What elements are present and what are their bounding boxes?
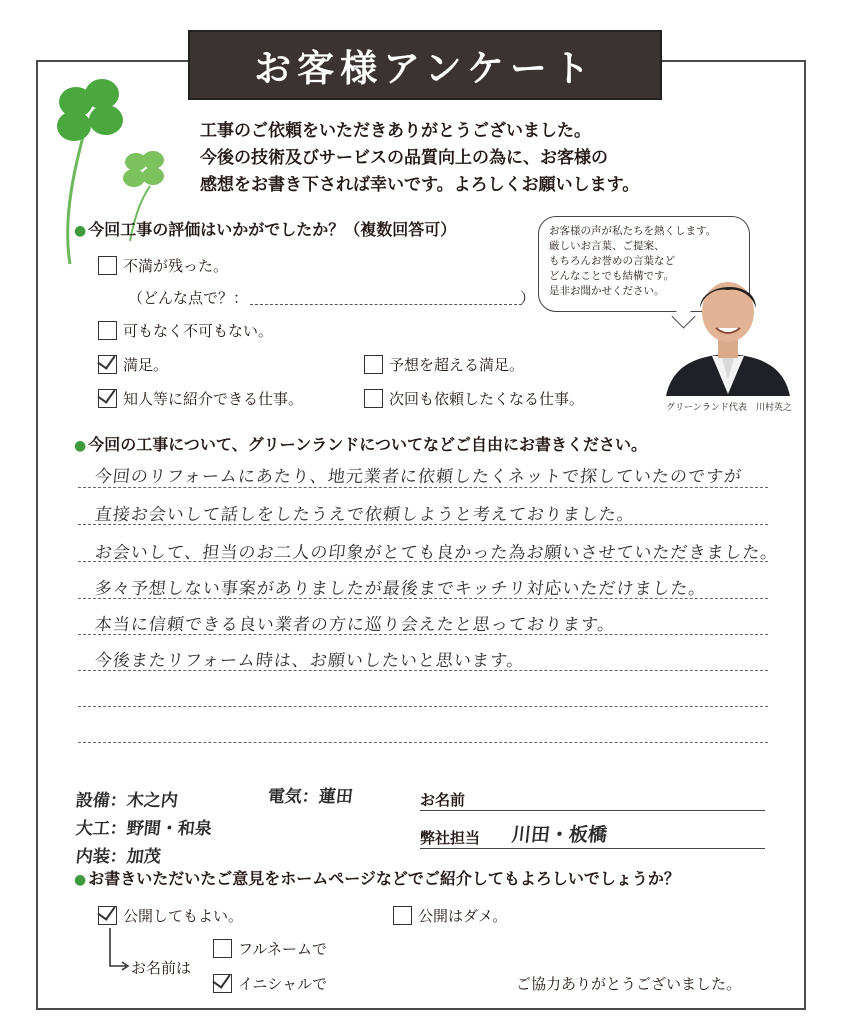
intro-line: 今後の技術及びサービスの品質向上の為に、お客様の [200, 148, 608, 168]
checkbox-public-ng[interactable] [393, 906, 412, 925]
checkbox-public-ok[interactable] [98, 906, 117, 925]
president-portrait [662, 268, 794, 396]
checkbox-fullname[interactable] [213, 939, 232, 958]
bubble-line: お客様の声が私たちを熱くします。 [549, 225, 717, 237]
checkbox-request-again[interactable] [364, 389, 383, 408]
option-request-again[interactable]: 次回も依頼したくなる仕事。 [364, 388, 584, 409]
bullet-icon: ● [74, 223, 87, 239]
name-underline[interactable] [420, 810, 765, 811]
tanto-underline [420, 848, 765, 849]
detail-field[interactable]: （どんな点で？： ） [128, 289, 536, 307]
checkbox-dissatisfied[interactable] [98, 256, 117, 275]
page-title: お客様アンケート [254, 47, 596, 90]
checkbox-beyond-expectation[interactable] [364, 355, 383, 374]
handwritten-comment-line: 本当に信頼できる良い業者の方に巡り会えたと思っております。 [93, 615, 617, 635]
portrait-caption: グリーンランド代表 川村英之 [666, 403, 792, 413]
option-public-ok[interactable]: 公開してもよい。 [98, 905, 243, 926]
option-fullname[interactable]: フルネームで [213, 938, 327, 959]
staff-daiku: 大工：野間・和泉 [74, 819, 213, 839]
option-satisfied[interactable]: 満足。 [98, 354, 168, 375]
title-banner [188, 30, 662, 100]
tanto-label: 弊社担当 [420, 829, 481, 847]
bullet-icon: ● [74, 872, 87, 888]
staff-denki: 電気：蓮田 [266, 787, 354, 807]
bubble-line: もちろんお誉めの言葉など [549, 255, 675, 267]
name-label: お名前 [420, 791, 466, 809]
thanks-text: ご協力ありがとうございました。 [516, 975, 742, 993]
option-initial[interactable]: イニシャルで [213, 973, 327, 994]
question-3-heading: ● お書きいただいたご意見をホームページなどでご紹介してもよろしいでしょうか？ [74, 869, 680, 888]
handwritten-comment-line: 今後またリフォーム時は、お願いしたいと思います。 [93, 651, 526, 671]
option-neutral[interactable]: 可もなく不可もない。 [98, 320, 273, 341]
handwritten-comment-line: 直接お会いして話しをしたうえで依頼しようと考えておりました。 [93, 505, 636, 525]
arrow-icon [108, 928, 132, 972]
writing-rule [78, 487, 768, 488]
tanto-value: 川田・板橋 [510, 824, 609, 846]
bullet-icon: ● [74, 438, 87, 454]
handwritten-comment-line: お会いして、担当のお二人の印象がとても良かった為お願いさせていただきました。 [93, 543, 780, 563]
bubble-line: 厳しいお言葉、ご提案、 [549, 240, 665, 252]
option-public-ng[interactable]: 公開はダメ。 [393, 905, 507, 926]
bubble-line: 是非お聞かせください。 [549, 285, 665, 297]
staff-setsubi: 設備：木之内 [74, 791, 179, 811]
handwritten-comment-line: 今回のリフォームにあたり、地元業者に依頼したくネットで探していたのですが [93, 467, 743, 487]
option-dissatisfied[interactable]: 不満が残った。 [98, 255, 228, 276]
staff-naiso: 内装：加茂 [74, 847, 162, 867]
name-display-label: お名前は [131, 959, 192, 977]
question-2-heading: ● 今回の工事について、グリーンランドについてなどご自由にお書きください。 [74, 435, 647, 454]
question-1-heading: ● 今回工事の評価はいかがでしたか？（複数回答可） [74, 220, 457, 239]
writing-rule [78, 742, 768, 743]
intro-line: 感想をお書き下されば幸いです。よろしくお願いします。 [200, 175, 640, 195]
writing-rule [78, 706, 768, 707]
bubble-line: どんなことでも結構です。 [549, 270, 675, 282]
checkbox-recommendable[interactable] [98, 389, 117, 408]
intro-text [200, 118, 760, 199]
option-recommendable[interactable]: 知人等に紹介できる仕事。 [98, 388, 303, 409]
option-beyond-expectation[interactable]: 予想を超える満足。 [364, 354, 524, 375]
intro-line: 工事のご依頼をいただきありがとうございました。 [200, 121, 591, 141]
handwritten-comment-line: 多々予想しない事案がありましたが最後までキッチリ対応いただけました。 [93, 579, 708, 599]
checkbox-neutral[interactable] [98, 321, 117, 340]
detail-underline [250, 304, 522, 305]
checkbox-initial[interactable] [213, 974, 232, 993]
checkbox-satisfied[interactable] [98, 355, 117, 374]
